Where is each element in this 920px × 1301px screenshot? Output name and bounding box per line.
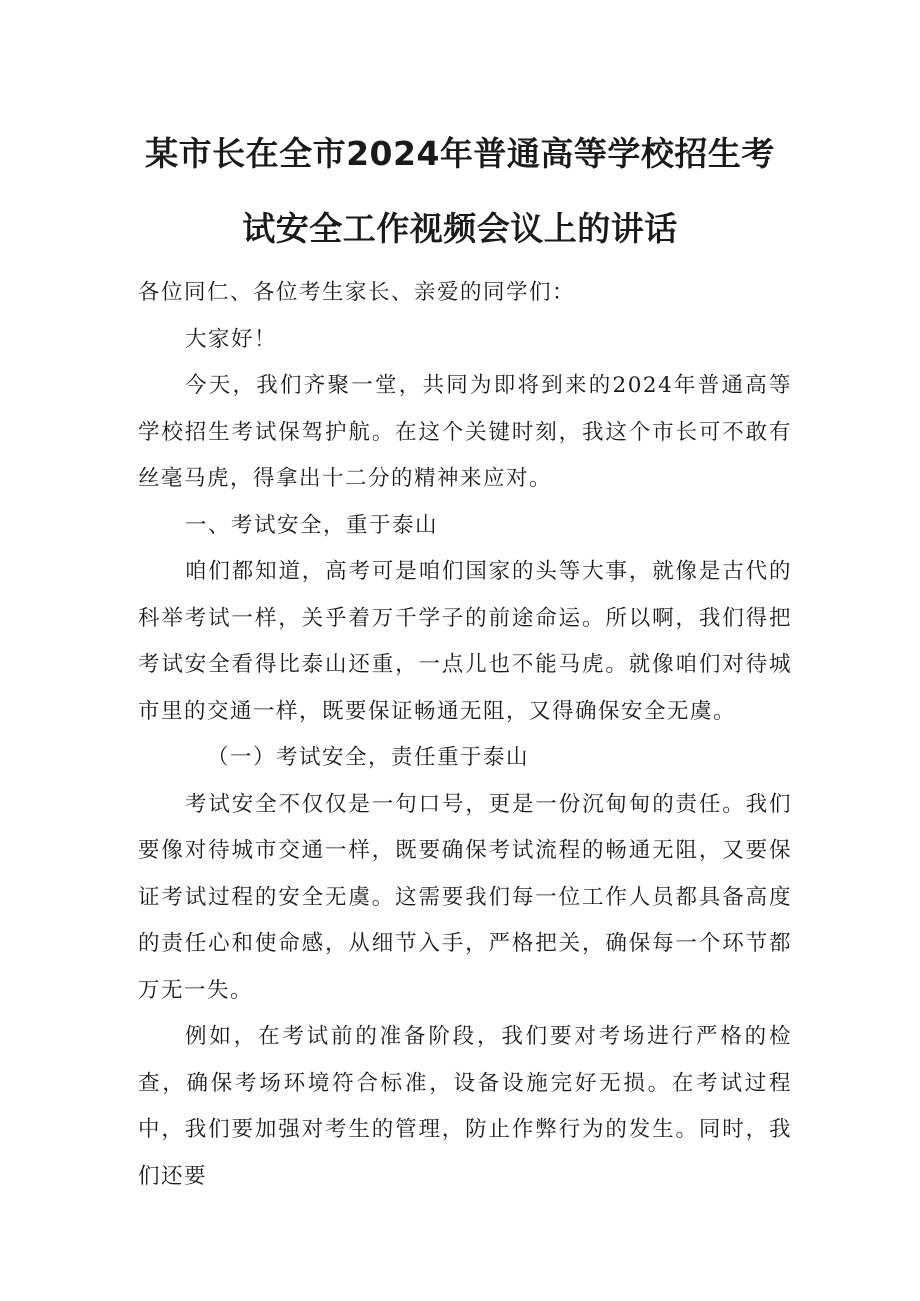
- subsection-heading: （一）考试安全，责任重于泰山: [207, 745, 530, 770]
- salutation: 各位同仁、各位考生家长、亲爱的同学们：: [138, 280, 576, 305]
- section-heading: 一、考试安全，重于泰山: [185, 512, 439, 538]
- document-title-line-1: 某市长在全市2024年普通高等学校招生考: [145, 134, 775, 173]
- section-paragraph: 咱们都知道，高考可是咱们国家的头等大事，就像是古代的科举考试一样，关乎着万千学子的前途命运。所以啊，我们得把考试安全看得比泰山还重，一点儿也不能马虎。就像咱们对待城市里的交通一样，既要保证畅通无阻，又得确保安全无虞。: [138, 559, 792, 724]
- document-body: [138, 270, 792, 1200]
- intro-paragraph: 今天，我们齐聚一堂，共同为即将到来的2024年普通高等学校招生考试保驾护航。在这个关键时刻，我这个市长可不敢有丝毫马虎，得拿出十二分的精神来应对。: [138, 373, 792, 491]
- document-title-line-2: 试安全工作视频会议上的讲话: [242, 209, 678, 248]
- subsection-paragraph: 考试安全不仅仅是一句口号，更是一份沉甸甸的责任。我们要像对待城市交通一样，既要确保考试流程的畅通无阻，又要保证考试过程的安全无虞。这需要我们每一位工作人员都具备高度的责任心和使命感，从细节入手，严格把关，确保每一个环节都万无一失。: [138, 791, 792, 1003]
- example-paragraph: 例如，在考试前的准备阶段，我们要对考场进行严格的检查，确保考场环境符合标准，设备设施完好无损。在考试过程中，我们要加强对考生的管理，防止作弊行为的发生。同时，我们还要: [138, 1024, 792, 1189]
- greeting: 大家好！: [185, 326, 278, 352]
